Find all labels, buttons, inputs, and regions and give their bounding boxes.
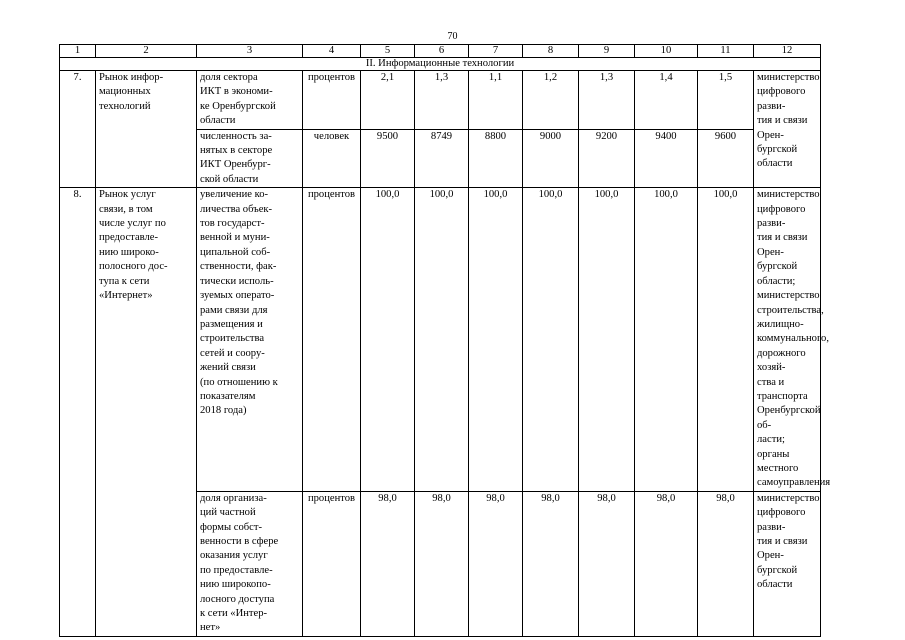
indicator-name: доля организа- ций частной формы собст- венности в сфере оказания услуг по предоставле- нию широкопо- лосного доступа к сети «Интер- нет» (197, 491, 303, 636)
value-cell: 9400 (635, 129, 698, 188)
value-cell: 100,0 (698, 188, 754, 492)
section-title: II. Информационные технологии (60, 58, 821, 71)
indicator-name: увеличение ко- личества объек- тов государст- венной и муни- ципальной соб- ственности, фак- тически исполь- зуемых операто- рами связи для размещения и строительства сетей и соору- жений связи (по отношению к показателям 2018 года) (197, 188, 303, 492)
page-number: 70 (447, 31, 458, 42)
value-cell: 1,3 (579, 71, 635, 130)
value-cell: 9600 (698, 129, 754, 188)
value-cell: 1,5 (698, 71, 754, 130)
indicator-name: численность за- нятых в секторе ИКТ Оренбург- ской области (197, 129, 303, 188)
column-number: 7 (469, 45, 523, 58)
responsible-body: министерство цифрового разви- тия и связи Орен- бургской области (754, 491, 821, 636)
value-cell: 9500 (361, 129, 415, 188)
value-cell: 98,0 (415, 491, 469, 636)
indicator-name: доля сектора ИКТ в экономи- ке Оренбургской области (197, 71, 303, 130)
responsible-body: министерство цифрового разви- тия и связи Орен- бургской области; министерство строительства, жилищно- коммунального, дорожного хозяй- ства и транспорта Оренбургской об- ласти; органы местного самоуправления (754, 188, 821, 492)
value-cell: 9000 (523, 129, 579, 188)
market-name: Рынок услуг связи, в том числе услуг по предоставле- нию широко- полосного дос- тупа к сети «Интернет» (96, 188, 197, 637)
column-number: 12 (754, 45, 821, 58)
column-number: 6 (415, 45, 469, 58)
value-cell: 98,0 (698, 491, 754, 636)
value-cell: 100,0 (415, 188, 469, 492)
value-cell: 1,2 (523, 71, 579, 130)
unit: процентов (303, 71, 361, 130)
unit: процентов (303, 491, 361, 636)
market-name: Рынок инфор- мационных технологий (96, 71, 197, 188)
value-cell: 98,0 (579, 491, 635, 636)
table-row (60, 71, 821, 130)
value-cell: 8800 (469, 129, 523, 188)
column-number: 2 (96, 45, 197, 58)
value-cell: 98,0 (635, 491, 698, 636)
column-number: 1 (60, 45, 96, 58)
column-number: 11 (698, 45, 754, 58)
unit: человек (303, 129, 361, 188)
unit: процентов (303, 188, 361, 492)
column-number: 5 (361, 45, 415, 58)
value-cell: 1,3 (415, 71, 469, 130)
column-number-row (60, 45, 821, 58)
value-cell: 100,0 (523, 188, 579, 492)
item-number: 7. (60, 71, 96, 188)
column-number: 3 (197, 45, 303, 58)
value-cell: 100,0 (469, 188, 523, 492)
section-heading-row (60, 58, 821, 71)
value-cell: 1,4 (635, 71, 698, 130)
responsible-body: министерство цифрового разви- тия и связи Орен- бургской области (754, 71, 821, 188)
value-cell: 98,0 (361, 491, 415, 636)
value-cell: 98,0 (523, 491, 579, 636)
value-cell: 100,0 (361, 188, 415, 492)
value-cell: 2,1 (361, 71, 415, 130)
value-cell: 9200 (579, 129, 635, 188)
column-number: 4 (303, 45, 361, 58)
table-row (60, 188, 821, 492)
item-number: 8. (60, 188, 96, 637)
indicators-table (59, 44, 831, 637)
value-cell: 100,0 (579, 188, 635, 492)
column-number: 10 (635, 45, 698, 58)
column-number: 9 (579, 45, 635, 58)
value-cell: 98,0 (469, 491, 523, 636)
column-number: 8 (523, 45, 579, 58)
value-cell: 8749 (415, 129, 469, 188)
value-cell: 1,1 (469, 71, 523, 130)
value-cell: 100,0 (635, 188, 698, 492)
